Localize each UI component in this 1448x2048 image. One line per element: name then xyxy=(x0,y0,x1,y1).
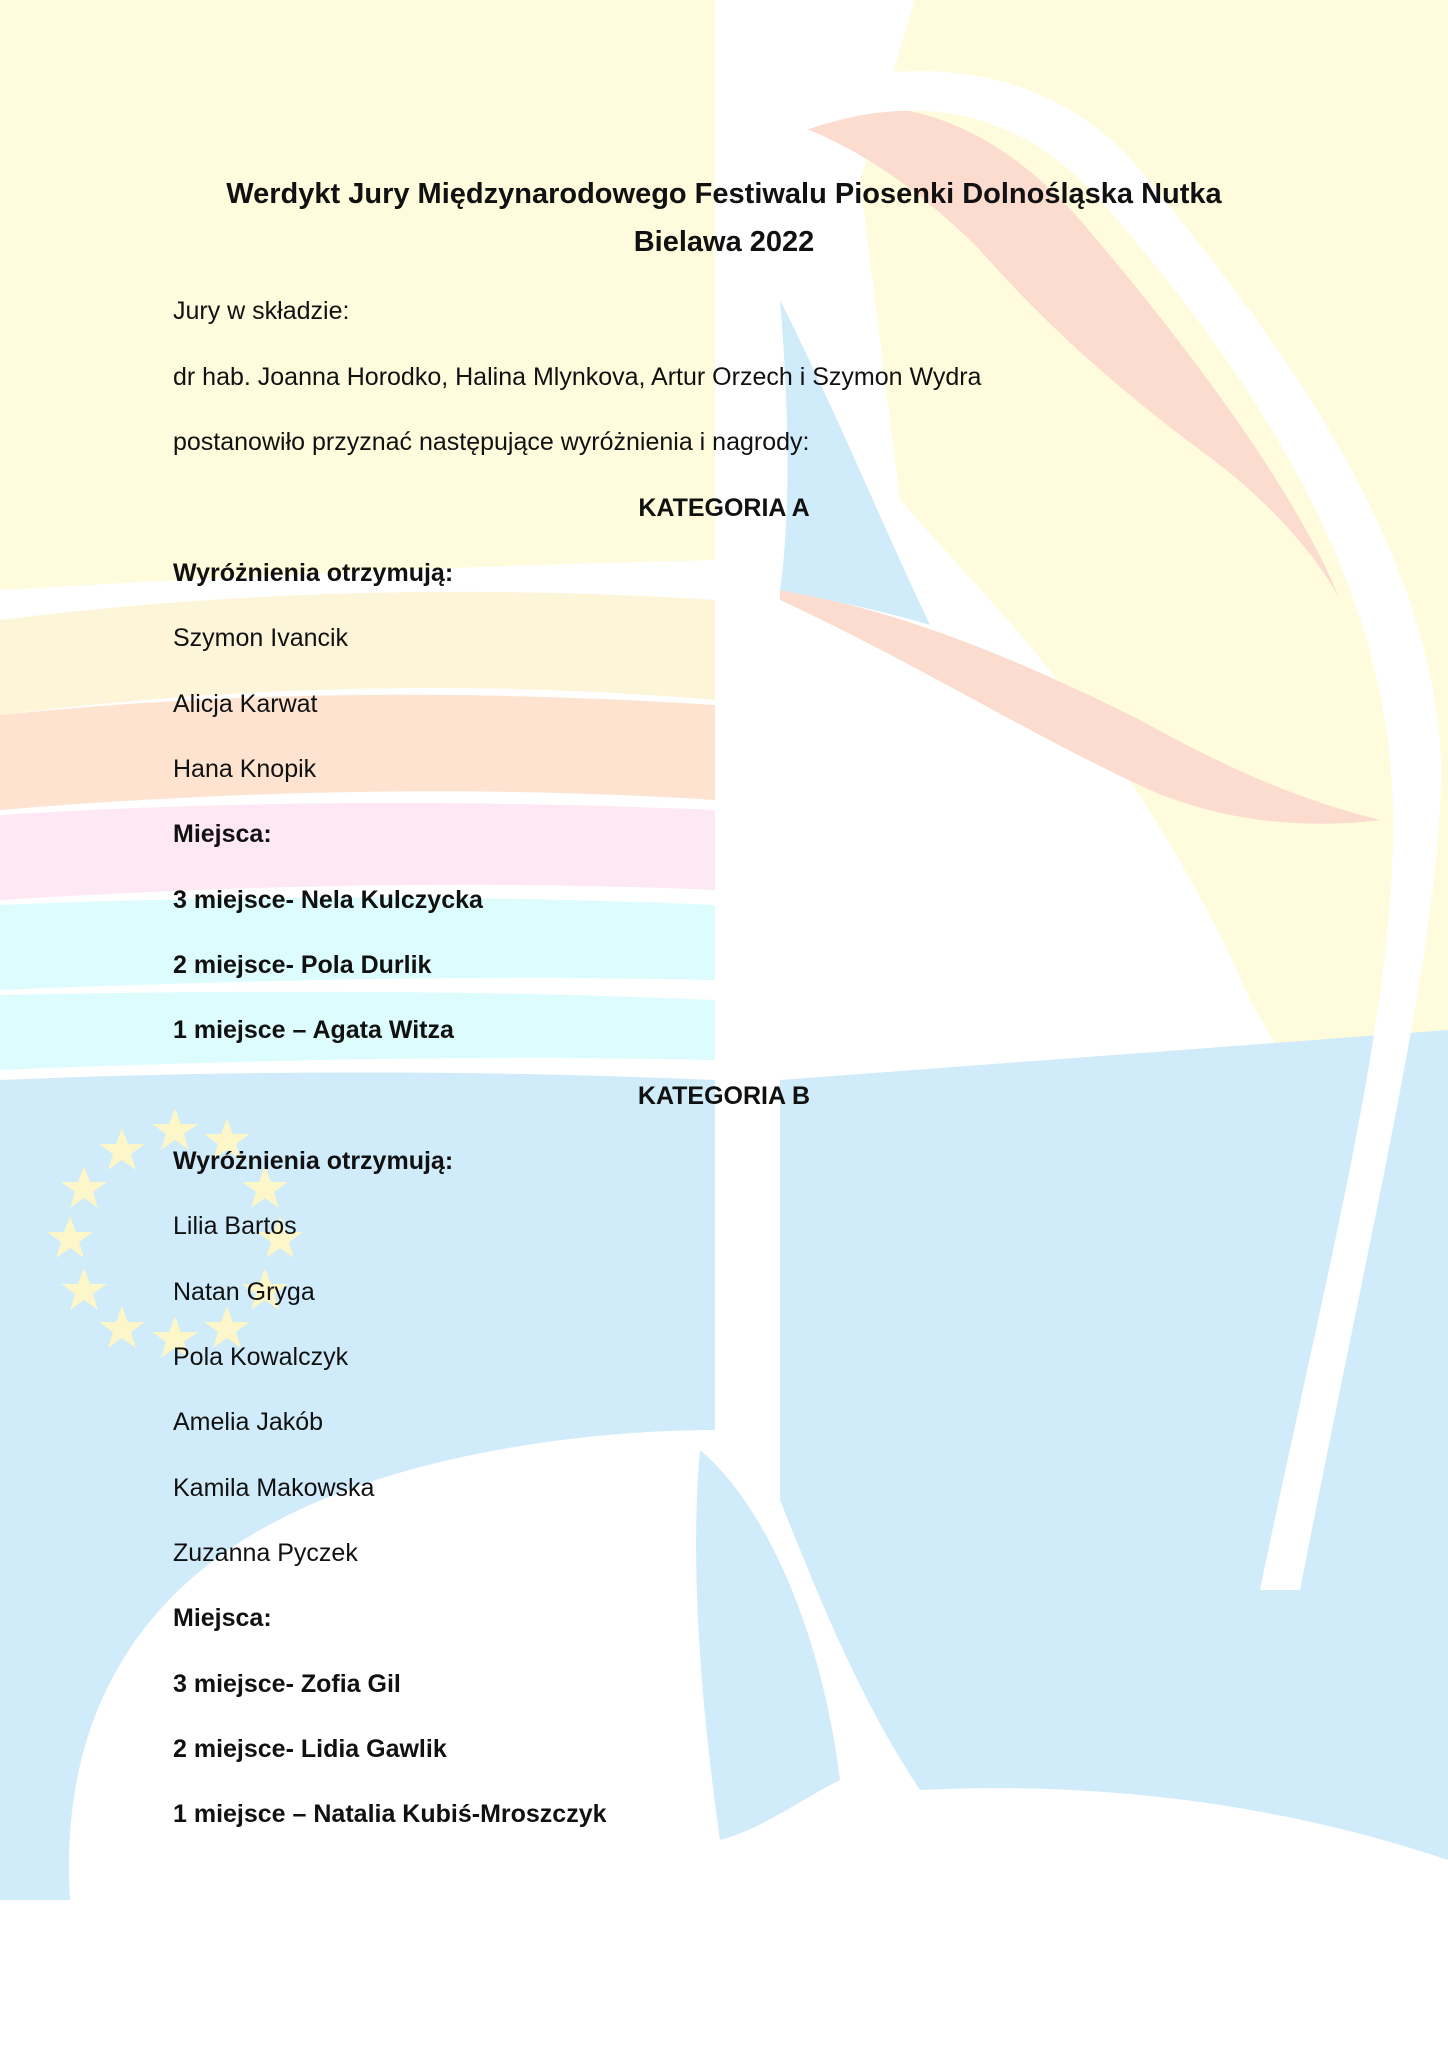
category-b-honor-item: Lilia Bartos xyxy=(173,1212,297,1240)
document-title xyxy=(150,170,1298,266)
category-a-honor-item: Szymon Ivancik xyxy=(173,624,349,652)
category-a-heading: KATEGORIA A xyxy=(638,494,810,522)
category-a-honors-heading: Wyróżnienia otrzymują: xyxy=(173,559,454,587)
title-line-2: Bielawa 2022 xyxy=(633,226,815,258)
decision-text: postanowiło przyznać następujące wyróżnienia i nagrody: xyxy=(173,428,810,456)
category-b-places-heading: Miejsca: xyxy=(173,1604,272,1632)
category-b-place-item: 3 miejsce- Zofia Gil xyxy=(173,1670,401,1698)
category-a-honor-item: Alicja Karwat xyxy=(173,690,318,718)
category-b-honor-item: Pola Kowalczyk xyxy=(173,1343,349,1371)
category-b-heading: KATEGORIA B xyxy=(637,1082,811,1110)
category-a-place-item: 1 miejsce – Agata Witza xyxy=(173,1016,454,1044)
category-b-place-item: 1 miejsce – Natalia Kubiś-Mroszczyk xyxy=(173,1800,607,1828)
title-line-1: Werdykt Jury Międzynarodowego Festiwalu Piosenki Dolnośląska Nutka xyxy=(226,178,1222,210)
category-b-honor-item: Zuzanna Pyczek xyxy=(173,1539,358,1567)
jury-intro: Jury w składzie: xyxy=(173,297,350,325)
category-a-places-heading: Miejsca: xyxy=(173,820,272,848)
category-a-place-item: 2 miejsce- Pola Durlik xyxy=(173,951,432,979)
category-b-honor-item: Kamila Makowska xyxy=(173,1474,375,1502)
jury-members: dr hab. Joanna Horodko, Halina Mlynkova, Artur Orzech i Szymon Wydra xyxy=(173,363,982,391)
category-b-honor-item: Natan Gryga xyxy=(173,1278,315,1306)
category-a-honor-item: Hana Knopik xyxy=(173,755,317,783)
category-b-honor-item: Amelia Jakób xyxy=(173,1408,324,1436)
category-b-honors-heading: Wyróżnienia otrzymują: xyxy=(173,1147,454,1175)
category-a-place-item: 3 miejsce- Nela Kulczycka xyxy=(173,886,483,914)
category-b-place-item: 2 miejsce- Lidia Gawlik xyxy=(173,1735,447,1763)
